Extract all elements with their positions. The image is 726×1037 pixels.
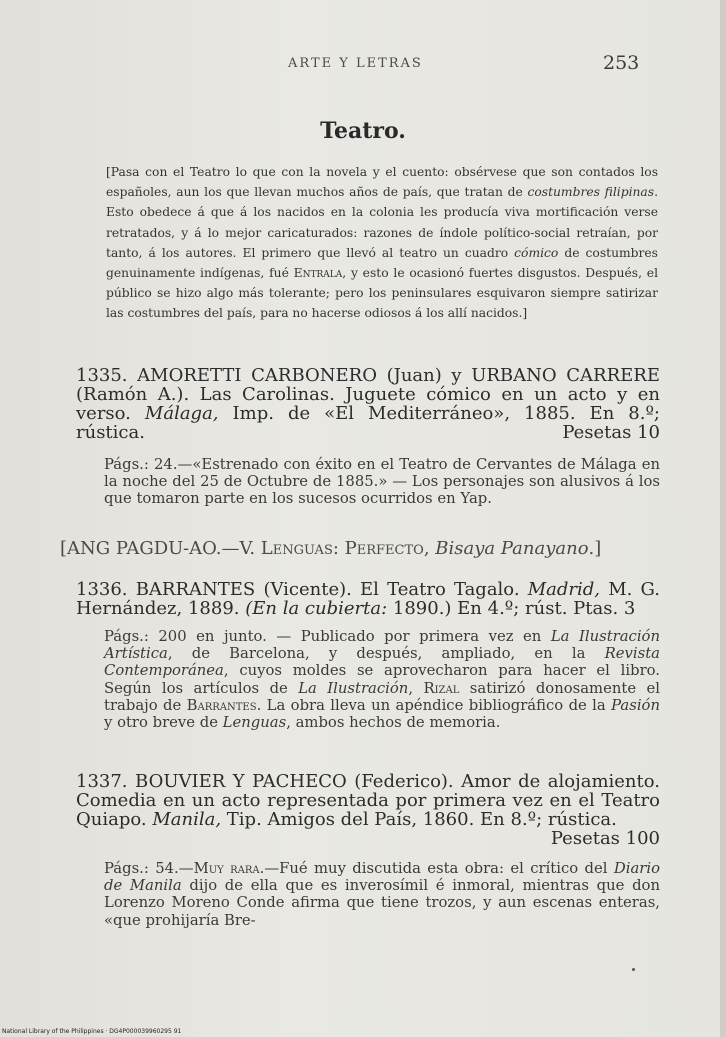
page-edge [720, 0, 726, 1037]
entry-1335: 1335. AMORETTI CARBONERO (Juan) y URBANO CARRERE (Ramón A.). Las Carolinas. Juguete cómico en un acto y en verso. Málaga, Imp. de «El Mediterráneo», 1885. En 8.º; rústica. Pesetas 10 [76, 365, 660, 443]
entry-1336: 1336. BARRANTES (Vicente). El Teatro Tagalo. Madrid, M. G. Hernández, 1889. (En la cubierta: 1890.) En 4.º; rúst. Ptas. 3 [76, 579, 660, 619]
price: Pesetas 10 [562, 422, 660, 443]
imprint-place: Málaga, [144, 403, 219, 424]
entry-number: 1335. [76, 365, 128, 386]
entry-number: 1337. [76, 771, 128, 792]
section-title: Teatro. [320, 118, 406, 144]
price: Pesetas 100 [550, 828, 660, 849]
cross-reference: [ANG PAGDU-AO.—V. Lenguas: Perfecto, Bisaya Panayano.] [60, 538, 602, 559]
page-number: 253 [603, 52, 640, 74]
scan-footer: National Library of the Philippines · DG4P000039960295 91 [2, 1028, 182, 1035]
entry-1336-note: Págs.: 200 en junto. — Publicado por primera vez en La Ilustración Artística, de Barcelona, y después, ampliado, en la Revista Contemporánea, cuyos moldes se aprovecharon para hacer el libro. Según los artículos de La Ilustración, Rizal satirizó donosamente el trabajo de Barrantes. La obra lleva un apéndice bibliográfico de la Pasión y otro breve de Lenguas, ambos hechos de memoria. [104, 628, 660, 732]
entry-1337: 1337. BOUVIER Y PACHECO (Federico). Amor de alojamiento. Comedia en un acto representada por primera vez en el Teatro Quiapo. Manila, Tip. Amigos del País, 1860. En 8.º; rústica. Pesetas 100 [76, 771, 660, 849]
imprint-place: Madrid, [527, 579, 601, 600]
entry-number: 1336. [76, 579, 128, 600]
imprint-place: Manila, [152, 809, 222, 830]
running-head: ARTE Y LETRAS [288, 56, 423, 71]
intro-paragraph: [Pasa con el Teatro lo que con la novela y el cuento: obsérvese que son contados los españoles, aun los que llevan muchos años de país, que tratan de costumbres filipinas. Esto obedece á que á los nacidos en la colonia les producía viva mortificación verse retratados, y á lo mejor caricaturados: razones de índole político-social retraían, por tanto, á los autores. El primero que llevó al teatro un cuadro cómico de costumbres genuinamente indígenas, fué Entrala, y esto le ocasionó fuertes disgustos. Después, el público se hizo algo más tolerante; pero los peninsulares esquivaron siempre satirizar las costumbres del país, para no hacerse odiosos á los allí nacidos.] [106, 165, 659, 321]
entry-1335-note: Págs.: 24.—«Estrenado con éxito en el Teatro de Cervantes de Málaga en la noche del 25 de Octubre de 1885.» — Los personajes son alusivos á los que tomaron parte en los sucesos ocurridos en Yap. [104, 456, 660, 508]
ink-speck [632, 968, 635, 971]
entry-1337-note: Págs.: 54.—Muy rara.—Fué muy discutida esta obra: el crítico del Diario de Manila dijo de ella que es inverosímil é inmoral, mientras que don Lorenzo Moreno Conde afirma que tiene trozos, y aun escenas enteras, «que prohijaría Bre- [104, 860, 660, 929]
